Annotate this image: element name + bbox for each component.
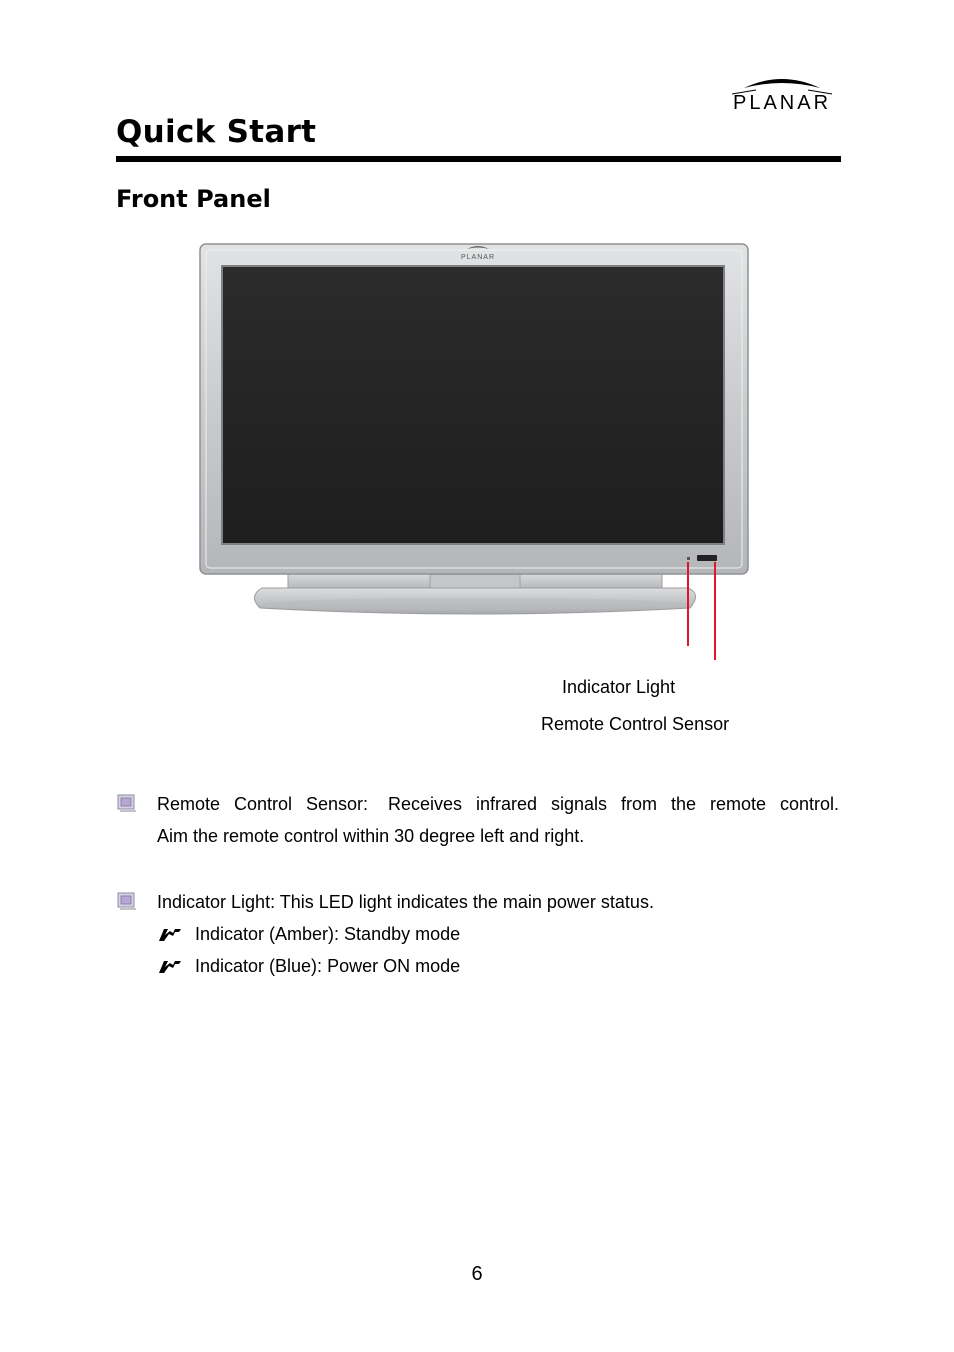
monitor-front-panel-image	[190, 236, 760, 636]
planar-logo	[724, 74, 840, 114]
bullet-icon	[117, 891, 137, 911]
indicator-light-callout-line	[687, 562, 689, 646]
remote-sensor-label: Remote Control Sensor	[541, 714, 730, 734]
indicator-light-label: Indicator Light	[562, 677, 676, 697]
indicator-blue-suffix: mode	[410, 956, 461, 976]
remote-sensor-description-line1	[157, 794, 839, 815]
arrow-hand-icon	[157, 957, 183, 975]
indicator-blue-value: Power ON	[327, 956, 411, 976]
indicator-light-led	[687, 557, 690, 560]
svg-text:PLANAR: PLANAR	[732, 92, 832, 114]
remote-sensor-callout-line	[714, 562, 716, 660]
indicator-amber-label: Indicator (Amber):	[195, 924, 345, 944]
indicator-description	[157, 892, 654, 913]
indicator-amber-item	[195, 924, 460, 945]
svg-text:PLANAR: PLANAR	[460, 254, 496, 261]
page-number: 6	[471, 1263, 483, 1285]
remote-sensor-term: Remote Control Sensor:	[157, 794, 369, 814]
title-divider	[116, 156, 841, 162]
indicator-blue-item	[195, 956, 460, 977]
indicator-amber-value: Standby	[344, 924, 411, 944]
arrow-hand-icon	[157, 925, 183, 943]
remote-sensor-window	[697, 555, 717, 561]
section-title: Front Panel	[116, 185, 271, 213]
indicator-amber-suffix: mode	[410, 924, 461, 944]
remote-sensor-text: Receives infrared signals from the remote control.	[388, 794, 839, 814]
indicator-blue-label: Indicator (Blue):	[195, 956, 328, 976]
bullet-icon	[117, 793, 137, 813]
remote-sensor-description-line2: Aim the remote control within 30 degree left and right.	[157, 826, 585, 846]
indicator-term: Indicator Light:	[157, 892, 276, 912]
indicator-text: This LED light indicates the main power status.	[279, 892, 654, 912]
page-title: Quick Start	[116, 114, 317, 150]
